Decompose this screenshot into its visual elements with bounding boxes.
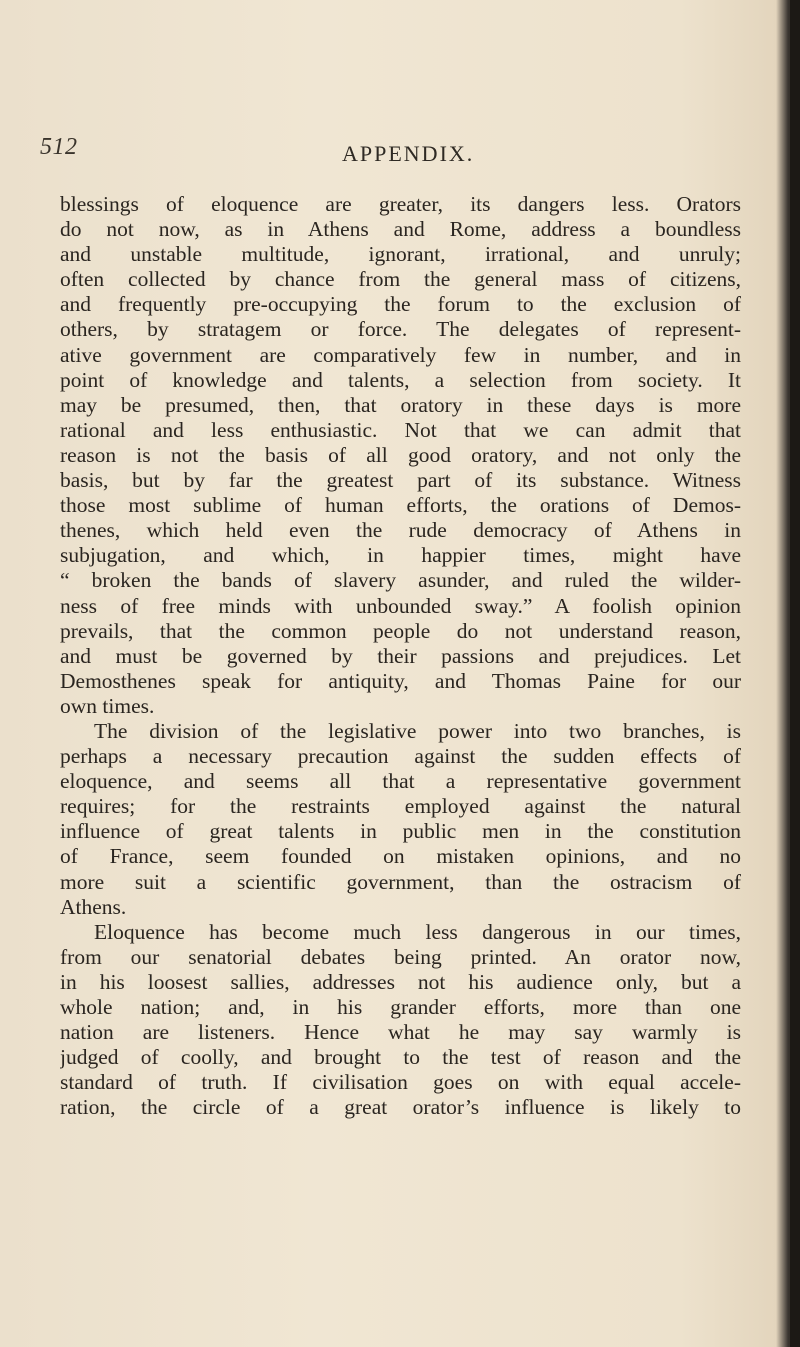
text-line: eloquence, and seems all that a representative government: [60, 769, 741, 794]
text-line: whole nation; and, in his grander efforts, more than one: [60, 995, 741, 1019]
text-line: subjugation, and which, in happier times, might have: [60, 543, 741, 568]
text-line: more suit a scientific government, than the ostracism of: [60, 869, 741, 894]
text-line: and must be governed by their passions and prejudices. Let: [60, 643, 741, 668]
text-line: those most sublime of human efforts, the orations of Demos-: [60, 493, 741, 518]
text-line: often collected by chance from the general mass of citizens,: [60, 267, 741, 292]
text-line: Athens.: [60, 894, 127, 919]
body-text: [60, 192, 741, 1120]
text-line: “ broken the bands of slavery asunder, and ruled the wilder-: [60, 568, 741, 593]
text-line: The division of the legislative power into two branches, is: [94, 718, 741, 743]
text-line: point of knowledge and talents, a selection from society. It: [60, 367, 741, 392]
text-line: nation are listeners. Hence what he may say warmly is: [60, 1020, 741, 1045]
text-line: requires; for the restraints employed against the natural: [60, 794, 741, 819]
text-line: ness of free minds with unbounded sway.” A foolish opinion: [60, 593, 741, 618]
text-line: standard of truth. If civilisation goes on with equal accele-: [60, 1070, 741, 1095]
text-line: blessings of eloquence are greater, its dangers less. Orators: [60, 192, 741, 216]
page-number: 512: [40, 134, 78, 160]
text-line: perhaps a necessary precaution against the sudden effects of: [60, 744, 741, 769]
binding-edge: [790, 0, 800, 1347]
text-line: do not now, as in Athens and Rome, address a boundless: [60, 217, 741, 242]
text-line: Demosthenes speak for antiquity, and Thomas Paine for our: [60, 668, 741, 693]
text-line: and unstable multitude, ignorant, irrational, and unruly;: [60, 242, 741, 267]
text-line: from our senatorial debates being printed. An orator now,: [60, 944, 741, 969]
text-line: prevails, that the common people do not understand reason,: [60, 618, 741, 643]
text-line: and frequently pre-occupying the forum to the exclusion of: [60, 292, 741, 317]
text-line: in his loosest sallies, addresses not his audience only, but a: [60, 969, 741, 994]
text-line: Eloquence has become much less dangerous in our times,: [94, 919, 741, 944]
text-line: own times.: [60, 693, 155, 718]
text-line: influence of great talents in public men in the constitution: [60, 819, 741, 844]
running-head: APPENDIX.: [342, 141, 475, 166]
text-line: ration, the circle of a great orator’s influence is likely to: [60, 1095, 741, 1120]
text-line: thenes, which held even the rude democracy of Athens in: [60, 518, 741, 543]
text-line: of France, seem founded on mistaken opinions, and no: [60, 844, 741, 869]
text-line: ative government are comparatively few in number, and in: [60, 342, 741, 367]
text-line: rational and less enthusiastic. Not that we can admit that: [60, 417, 741, 442]
text-line: may be presumed, then, that oratory in these days is more: [60, 392, 741, 417]
text-line: reason is not the basis of all good oratory, and not only the: [60, 442, 741, 467]
text-line: others, by stratagem or force. The delegates of represent-: [60, 317, 741, 342]
text-line: judged of coolly, and brought to the test of reason and the: [60, 1045, 741, 1070]
text-line: basis, but by far the greatest part of its substance. Witness: [60, 468, 741, 493]
